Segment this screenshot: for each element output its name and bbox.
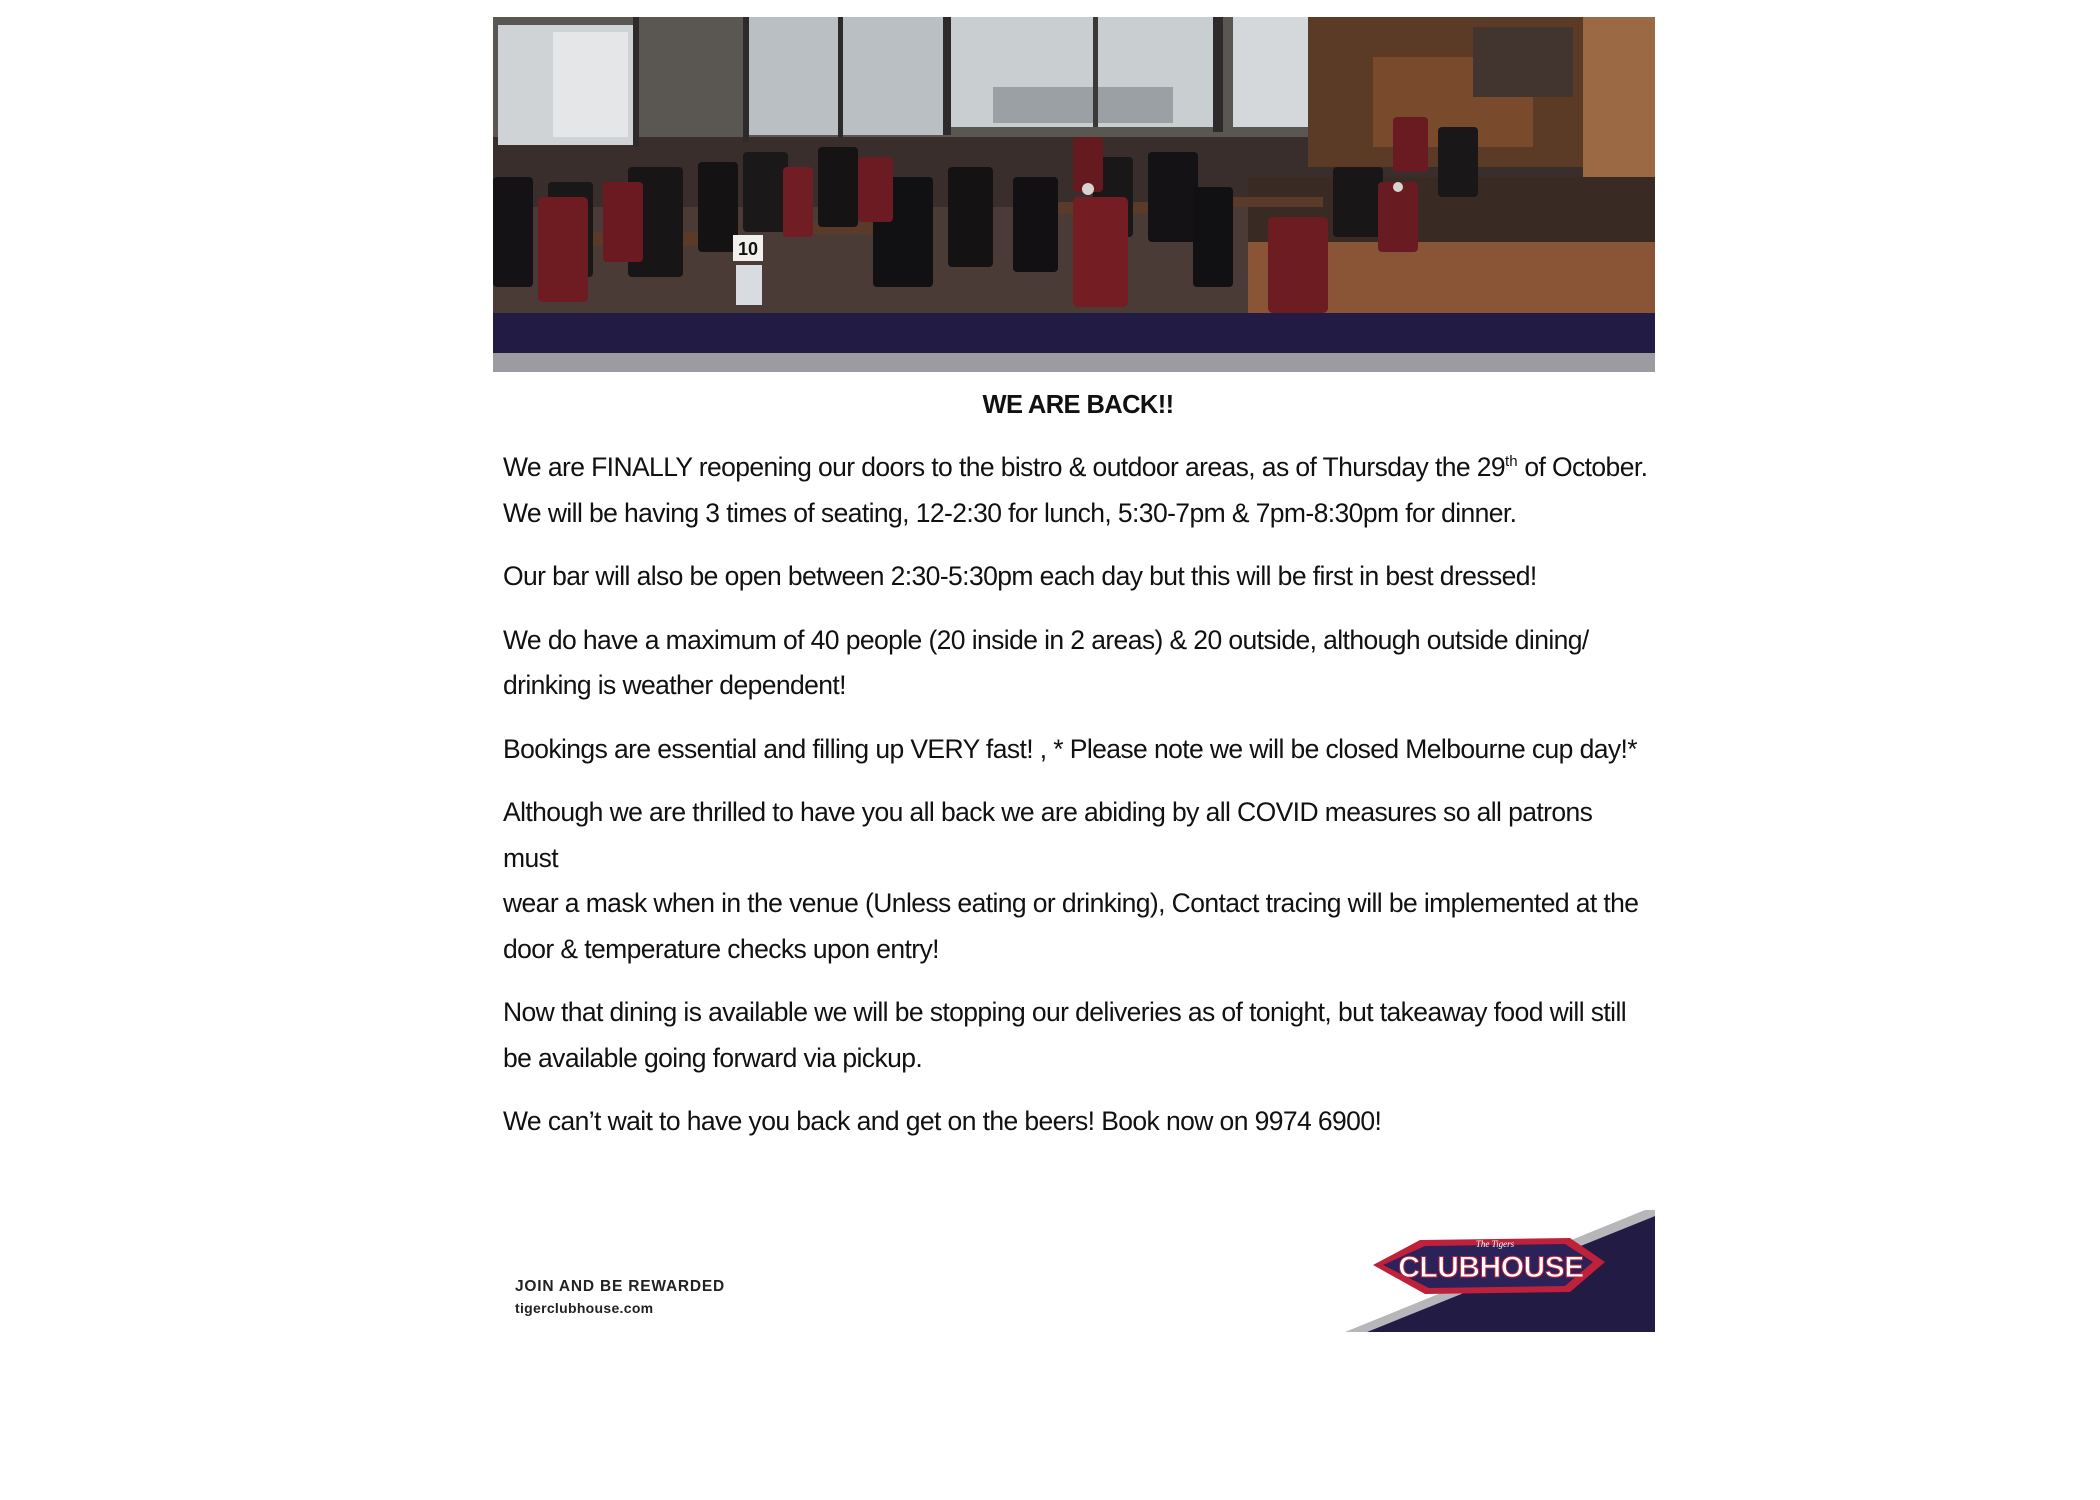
reopening-line-1-text: We are FINALLY reopening our doors to the bistro & outdoor areas, as of Thursday the 29 [503,452,1506,482]
capacity-line-1: We do have a maximum of 40 people (20 inside in 2 areas) & 20 outside, although outside dining/ [503,624,1589,655]
header-photo [493,17,1655,313]
headline: WE ARE BACK!! [982,391,1174,419]
paragraph-capacity [503,618,1653,709]
date-ordinal: th [1505,453,1518,471]
paragraph-reopening [503,445,1653,536]
covid-line-3: door & temperature checks upon entry! [503,933,939,964]
reopening-line-1-end: of October. [1517,452,1648,482]
capacity-line-2: drinking is weather dependent! [503,670,846,700]
header-band-gray [493,353,1655,372]
footer-website: tigerclubhouse.com [515,1300,654,1316]
clubhouse-logo [1345,1210,1655,1332]
footer-tagline: JOIN AND BE REWARDED [515,1278,726,1295]
logo-text: CLUBHOUSE [1398,1251,1584,1284]
logo-small-text: The Tigers [1475,1239,1515,1249]
paragraph-closing: We can’t wait to have you back and get on the beers! Book now on 9974 6900! [503,1106,1382,1136]
covid-line-1: Although we are thrilled to have you all back we are abiding by all COVID measures so all patrons must [503,797,1593,873]
paragraph-covid [503,790,1653,972]
deliveries-line-2: be available going forward via pickup. [503,1042,923,1073]
table-number: 10 [737,239,759,259]
paragraph-bookings: Bookings are essential and filling up VERY fast! , * Please note we will be closed Melbourne cup day!* [503,733,1637,764]
paragraph-deliveries [503,990,1653,1081]
header-band-purple [493,313,1655,353]
announcement-body [503,385,1653,1145]
reopening-line-2: We will be having 3 times of seating, 12-2:30 for lunch, 5:30-7pm & 7pm-8:30pm for dinner. [503,497,1517,528]
covid-line-2: wear a mask when in the venue (Unless eating or drinking), Contact tracing will be implemented at the [503,888,1639,918]
footer-tagline-block [515,1276,725,1318]
deliveries-line-1: Now that dining is available we will be stopping our deliveries as of tonight, but takeaway food will still [503,997,1627,1027]
paragraph-bar-hours: Our bar will also be open between 2:30-5:30pm each day but this will be first in best dressed! [503,561,1537,591]
